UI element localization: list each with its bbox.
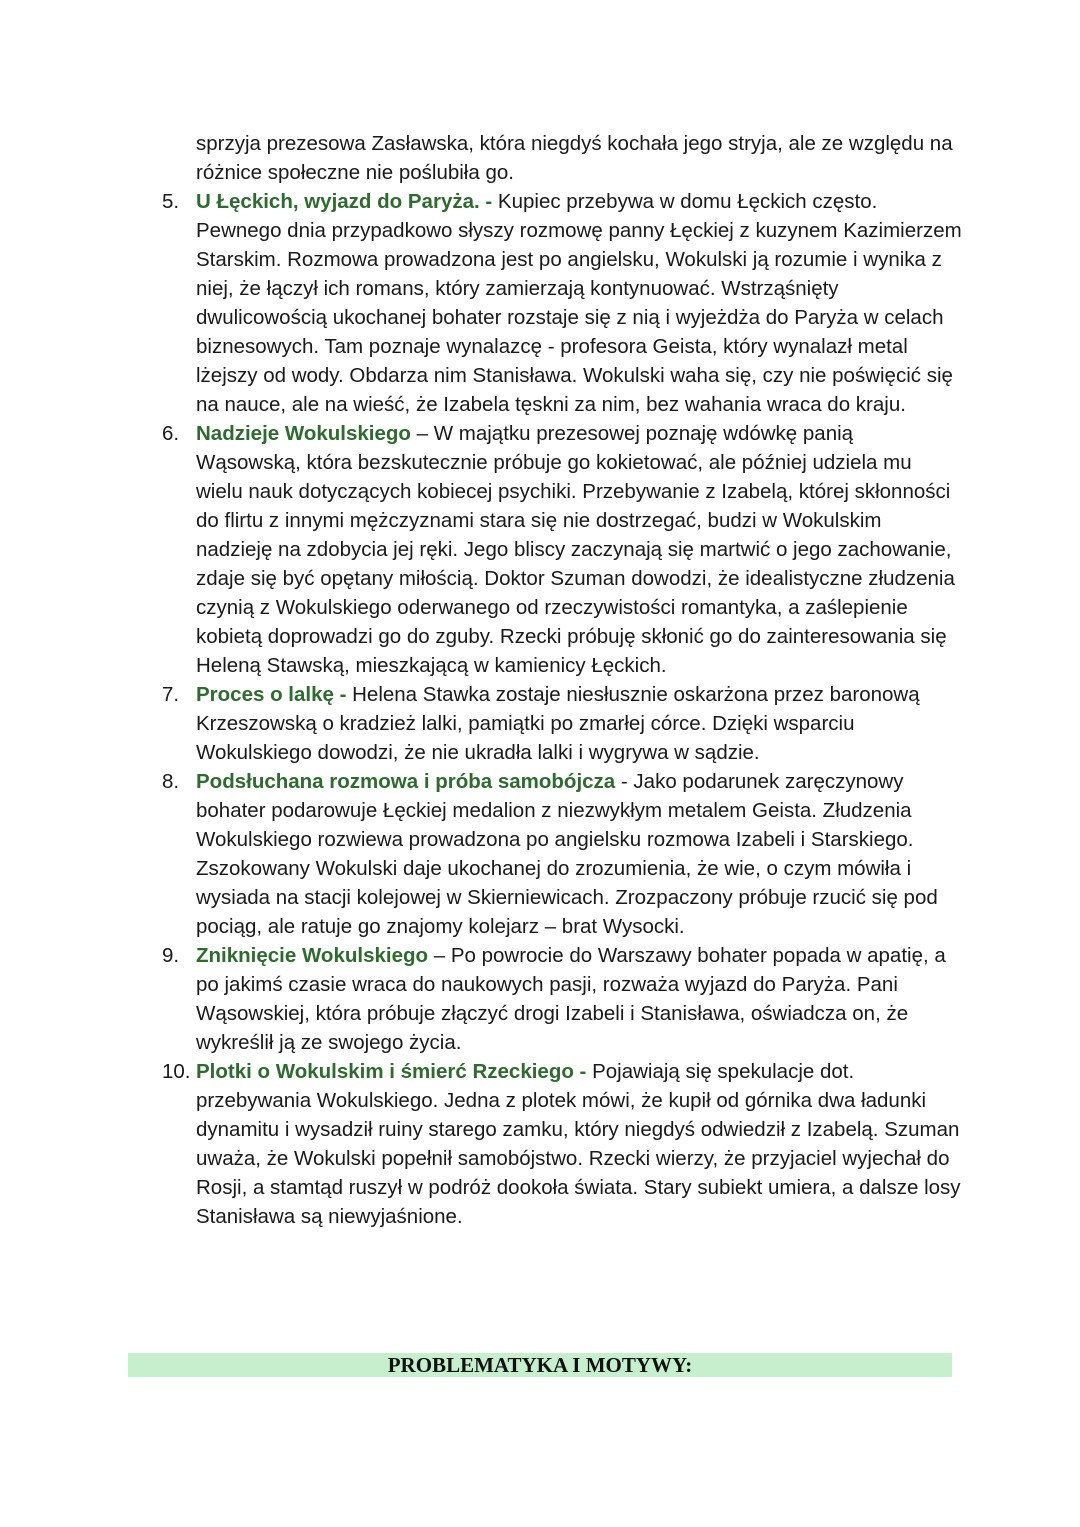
list-item-10 xyxy=(162,1057,962,1231)
intro-paragraph: sprzyja prezesowa Zasławska, która niegdyś kochała jego stryja, ale ze względu na różnice społeczne nie poślubiła go. xyxy=(196,132,953,184)
list-item-6 xyxy=(162,419,962,680)
plot-summary xyxy=(162,129,962,1231)
item-heading: Proces o lalkę - xyxy=(196,683,347,706)
list-item-7 xyxy=(162,680,962,767)
item-number: 5. xyxy=(162,190,180,213)
item-number: 7. xyxy=(162,683,180,706)
item-body: Kupiec przebywa w domu Łęckich często. Pewnego dnia przypadkowo słyszy rozmowę panny Łęckiej z kuzynem Kazimierzem Starskim. Rozmowa prowadzona jest po angielsku, Wokulski ją rozumie i wynika z niej, że łączył ich romans, który zamierzają kontynuować. Wstrząśnięty dwulicowością ukochanej bohater rozstaje się z nią i wyjeżdża do Paryża w celach biznesowych. Tam poznaje wynalazcę - profesora Geista, który wynalazł metal lżejszy od wody. Obdarza nim Stanisława. Wokulski waha się, czy nie poświęcić się na nauce, ale na wieść, że Izabela tęskni za nim, bez wahania wraca do kraju. xyxy=(196,190,962,416)
section-banner: PROBLEMATYKA I MOTYWY: xyxy=(128,1353,952,1377)
item-body: – W majątku prezesowej poznaję wdówkę panią Wąsowską, która bezskutecznie próbuje go kokietować, ale później udziela mu wielu nauk dotyczących kobiecej psychiki. Przebywanie z Izabelą, której skłonności do flirtu z innymi mężczyznami stara się nie dostrzegać, budzi w Wokulskim nadzieję na zdobycia jej ręki. Jego bliscy zaczynają się martwić o jego zachowanie, zdaje się być opętany miłością. Doktor Szuman dowodzi, że idealistyczne złudzenia czynią z Wokulskiego oderwanego od rzeczywistości romantyka, a zaślepienie kobietą doprowadzi go do zguby. Rzecki próbuję skłonić go do zainteresowania się Heleną Stawską, mieszkającą w kamienicy Łęckich. xyxy=(196,422,955,677)
item-body: – Po powrocie do Warszawy bohater popada w apatię, a po jakimś czasie wraca do naukowych pasji, rozważa wyjazd do Paryża. Pani Wąsowskiej, która próbuje złączyć drogi Izabeli i Stanisława, oświadcza on, że wykreślił ją ze swojego życia. xyxy=(196,944,946,1054)
item-body: Pojawiają się spekulacje dot. przebywania Wokulskiego. Jedna z plotek mówi, że kupił od górnika dwa ładunki dynamitu i wysadził ruiny starego zamku, który niegdyś odwiedził z Izabelą. Szuman uważa, że Wokulski popełnił samobójstwo. Rzecki wierzy, że przyjaciel wyjechał do Rosji, a stamtąd ruszył w podróż dookoła świata. Stary subiekt umiera, a dalsze losy Stanisława są niewyjaśnione. xyxy=(196,1060,961,1228)
item-heading: Nadzieje Wokulskiego xyxy=(196,422,411,445)
item-heading: Zniknięcie Wokulskiego xyxy=(196,944,429,967)
item-number: 9. xyxy=(162,944,180,967)
item-heading: U Łęckich, wyjazd do Paryża. - xyxy=(196,190,493,213)
list-item-5 xyxy=(162,187,962,419)
item-body: Helena Stawka zostaje niesłusznie oskarżona przez baronową Krzeszowską o kradzież lalki, pamiątki po zmarłej córce. Dzięki wsparciu Wokulskiego dowodzi, że nie ukradła lalki i wygrywa w sądzie. xyxy=(196,683,920,764)
item-number: 6. xyxy=(162,422,180,445)
item-number: 8. xyxy=(162,770,180,793)
item-number: 10. xyxy=(162,1060,191,1083)
item-heading: Plotki o Wokulskim i śmierć Rzeckiego - xyxy=(196,1060,587,1083)
item-body: - Jako podarunek zaręczynowy bohater podarowuje Łęckiej medalion z niezwykłym metalem Geista. Złudzenia Wokulskiego rozwiewa prowadzona po angielsku rozmowa Izabeli i Starskiego. Zszokowany Wokulski daje ukochanej do zrozumienia, że wie, o czym mówiła i wysiada na stacji kolejowej w Skierniewicach. Zrozpaczony próbuje rzucić się pod pociąg, ale ratuje go znajomy kolejarz – brat Wysocki. xyxy=(196,770,938,938)
list-item-9 xyxy=(162,941,962,1057)
list-item-8 xyxy=(162,767,962,941)
item-heading: Podsłuchana rozmowa i próba samobójcza xyxy=(196,770,616,793)
